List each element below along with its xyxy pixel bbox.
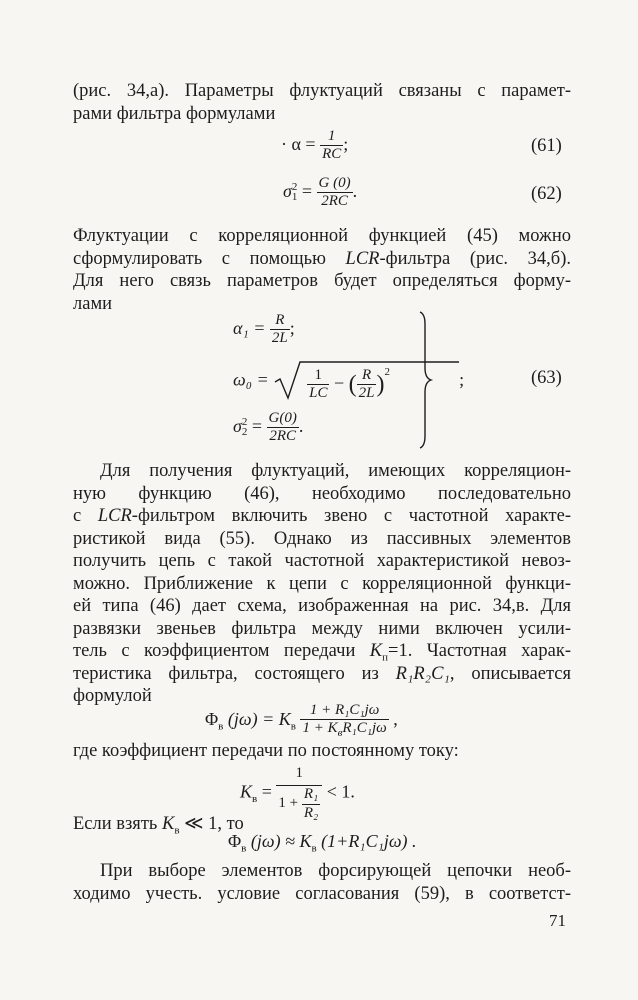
- text-line: где коэффициент передачи по постоянному току:: [73, 741, 459, 761]
- equation-kb: $K_в$ = 1 1 + $\frac{\text{R₁}}{\text{R₂}}$ < 1.: [240, 765, 355, 821]
- text-line: ристикой вида (55). Однако из пассивных элементов: [73, 529, 571, 549]
- text-line: Для него связь параметров будет определяться форму-: [73, 271, 571, 291]
- text-line: Флуктуации с корреляционной функцией (45) можно: [73, 226, 571, 246]
- text-line: развязки звеньев фильтра между ними включен усили-: [73, 619, 571, 639]
- text-line: Если взять $K_в$ ≪ 1, то: [73, 814, 244, 837]
- page-number: 71: [549, 911, 566, 930]
- equation-approx: $\Phi_в$ $(j\omega) \approx K_в$ (1+R₁C₁jω) .: [228, 831, 417, 855]
- equation-63-alpha: α₁ = $\frac{R}{2L}$ ;: [233, 312, 295, 347]
- equation-number: (61): [531, 136, 562, 156]
- sqrt-sign: $\frac{1}{LC}$ − ( $\frac{R}{2L}$ )$^2$: [273, 360, 459, 400]
- equation-62: σ 2 1 = $\frac{G (0)}{2RC}$ .: [283, 175, 358, 210]
- text-line: можно. Приближение к цепи с корреляционной функци-: [73, 574, 571, 594]
- equation-63-omega: ω₀ = $\frac{1}{LC}$ − ( $\frac{R}{2L}$ )$^2$ ;: [233, 360, 464, 400]
- text-line: лами: [73, 294, 113, 314]
- equation-63-sigma: σ 2 2 = $\frac{G(0)}{2RC}$ .: [233, 410, 304, 445]
- right-brace-icon: [416, 310, 436, 450]
- text-line: (рис. 34,а). Параметры флуктуаций связаны с парамет-: [73, 81, 571, 101]
- text-line: формулой: [73, 686, 152, 706]
- text-line: теристика фильтра, состоящего из R₁R₂C₁, описывается: [73, 664, 572, 684]
- text-line: получить цепь с такой частотной характеристикой невоз-: [73, 551, 571, 571]
- equation-phi: $\Phi_в$ $(j\omega) = K_в$ $\frac{\text{1 + R₁C₁jω}}{1 + K_вR_1C_1j\omega}$ ,: [205, 702, 398, 740]
- equation-61: · α = $\frac{1}{RC}$ ;: [281, 128, 349, 163]
- equation-number: (62): [531, 184, 562, 204]
- text-line: ходимо учесть. условие согласования (59), в соответст-: [73, 884, 571, 904]
- equation-number: (63): [531, 368, 562, 388]
- text-line: Для получения флуктуаций, имеющих корреляцион-: [100, 461, 571, 481]
- text-line: тель с коэффициентом передачи $K_п=1$. Частотная харак-: [73, 641, 571, 664]
- text-line: сформулировать с помощью LCR-фильтра (рис. 34,б).: [73, 249, 571, 269]
- text-line: ную функцию (46), необходимо последовательно: [73, 484, 571, 504]
- text-line: При выборе элементов форсирующей цепочки необ-: [100, 861, 571, 881]
- text-line: с LCR-фильтром включить звено с частотной характе-: [73, 506, 571, 526]
- text-line: рами фильтра формулами: [73, 104, 276, 124]
- text-line: ей типа (46) дает схема, изображенная на рис. 34,в. Для: [73, 596, 571, 616]
